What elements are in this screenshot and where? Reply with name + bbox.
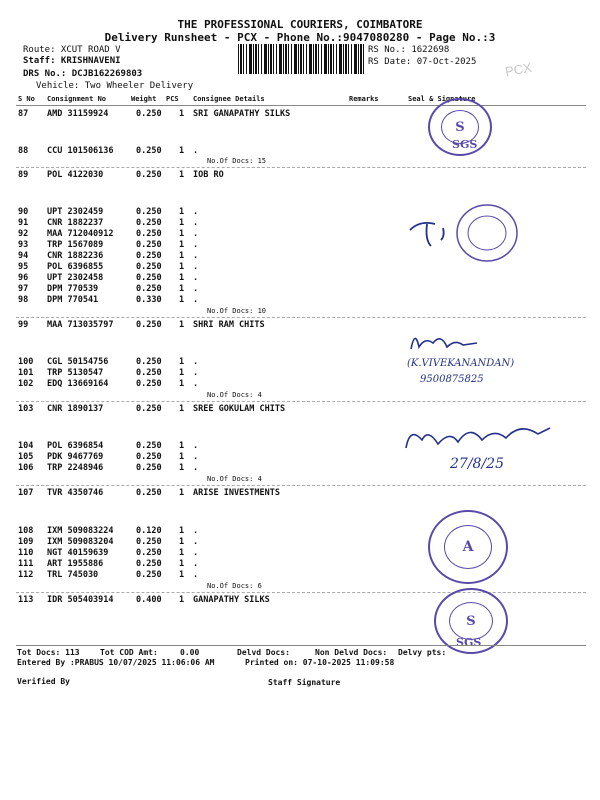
signature-date: 27/8/25 (450, 456, 504, 472)
doc-count: No.Of Docs: 15 (207, 157, 267, 165)
group-divider (16, 167, 586, 168)
table-row: 96 UPT 2302458 0.250 1 . (18, 273, 199, 283)
table-row: 109 IXM 509083204 0.250 1 . (18, 537, 199, 547)
signer-phone: 9500875825 (420, 374, 484, 385)
route-label: Route: XCUT ROAD V (23, 45, 121, 55)
table-row: 103 CNR 1890137 0.250 1 SREE GOKULAM CHITS (18, 404, 286, 414)
table-row: 97 DPM 770539 0.250 1 . (18, 284, 199, 294)
table-row: 91 CNR 1882237 0.250 1 . (18, 218, 199, 228)
table-row: 89 POL 4122030 0.250 1 IOB RO (18, 170, 224, 180)
vehicle-label: Vehicle: Two Wheeler Delivery (36, 81, 194, 91)
total-cod-label: Tot COD Amt: (100, 648, 158, 657)
col-pcs: PCS (166, 95, 179, 103)
table-row: 88 CCU 101506136 0.250 1 . (18, 146, 199, 156)
group-divider (16, 592, 586, 593)
col-consignee: Consignee Details (193, 95, 265, 103)
doc-count: No.Of Docs: 10 (207, 307, 267, 315)
table-row: 101 TRP 5130547 0.250 1 . (18, 368, 199, 378)
company-seal-icon: S (434, 588, 508, 654)
table-row: 100 CGL 50154756 0.250 1 . (18, 357, 199, 367)
seal-letters-icon: SGS (452, 138, 478, 151)
company-seal-icon: S (428, 98, 492, 156)
table-row: 90 UPT 2302459 0.250 1 . (18, 207, 199, 217)
rs-number: RS No.: 1622698 (368, 45, 450, 55)
col-remarks: Remarks (349, 95, 379, 103)
rs-date: RS Date: 07-Oct-2025 (368, 57, 477, 67)
table-row: 105 PDK 9467769 0.250 1 . (18, 452, 199, 462)
drs-number: DRS No.: DCJB162269803 (23, 69, 143, 79)
doc-count: No.Of Docs: 4 (207, 475, 262, 483)
barcode-icon (238, 44, 364, 74)
delivery-points: Delvy pts: (398, 648, 447, 657)
signer-name: (K.VIVEKANANDAN) (407, 358, 515, 369)
table-row: 98 DPM 770541 0.330 1 . (18, 295, 199, 305)
table-row: 102 EDQ 13669164 0.250 1 . (18, 379, 199, 389)
table-row: 93 TRP 1567089 0.250 1 . (18, 240, 199, 250)
col-weight: Weight (131, 95, 157, 103)
group-divider (16, 485, 586, 486)
seal-letters-icon: SGS (456, 636, 482, 649)
col-consignment: Consignment No (47, 95, 107, 103)
group-divider (16, 401, 586, 402)
table-row: 107 TVR 4350746 0.250 1 ARISE INVESTMENTS (18, 488, 280, 498)
table-row: 99 MAA 713035797 0.250 1 SHRI RAM CHITS (18, 320, 265, 330)
watermark: PCX (503, 59, 533, 80)
non-delivered-docs: Non Delvd Docs: (315, 648, 388, 657)
total-docs: Tot Docs: 113 (17, 648, 80, 657)
table-row: 104 POL 6396854 0.250 1 . (18, 441, 199, 451)
col-sno: S No (18, 95, 35, 103)
table-row: 94 CNR 1882236 0.250 1 . (18, 251, 199, 261)
handwritten-signature-icon (398, 418, 558, 458)
company-name: THE PROFESSIONAL COURIERS, COIMBATORE (177, 18, 423, 31)
table-row: 87 AMD 31159924 0.250 1 SRI GANAPATHY SILKS (18, 109, 291, 119)
verified-by: Verified By (17, 677, 70, 686)
staff-label: Staff: KRISHNAVENI (23, 56, 121, 66)
table-row: 110 NGT 40159639 0.250 1 . (18, 548, 199, 558)
table-row: 111 ART 1955886 0.250 1 . (18, 559, 199, 569)
table-row: 92 MAA 712040912 0.250 1 . (18, 229, 199, 239)
arise-seal-icon: A (428, 510, 508, 584)
header-divider (16, 105, 586, 106)
doc-count: No.Of Docs: 4 (207, 391, 262, 399)
table-row: 95 POL 6396855 0.250 1 . (18, 262, 199, 272)
printed-on: Printed on: 07-10-2025 11:09:58 (245, 658, 395, 667)
table-row: 112 TRL 745030 0.250 1 . (18, 570, 199, 580)
signature-stamp-icon (405, 200, 520, 265)
handwritten-signature-icon (405, 325, 485, 360)
entered-by: Entered By :PRABUS 10/07/2025 11:06:06 AM (17, 658, 215, 667)
table-row: 113 IDR 505403914 0.400 1 GANAPATHY SILKS (18, 595, 270, 605)
doc-count: No.Of Docs: 6 (207, 582, 262, 590)
staff-signature: Staff Signature (268, 678, 341, 687)
delivered-docs: Delvd Docs: (237, 648, 290, 657)
table-row: 108 IXM 509083224 0.120 1 . (18, 526, 199, 536)
runsheet-title: Delivery Runsheet - PCX - Phone No.:9047080280 - Page No.:3 (104, 31, 496, 44)
footer-divider (16, 645, 586, 646)
total-cod-value: 0.00 (180, 648, 200, 657)
table-row: 106 TRP 2248946 0.250 1 . (18, 463, 199, 473)
group-divider (16, 317, 586, 318)
col-seal: Seal & Signature (408, 95, 476, 103)
